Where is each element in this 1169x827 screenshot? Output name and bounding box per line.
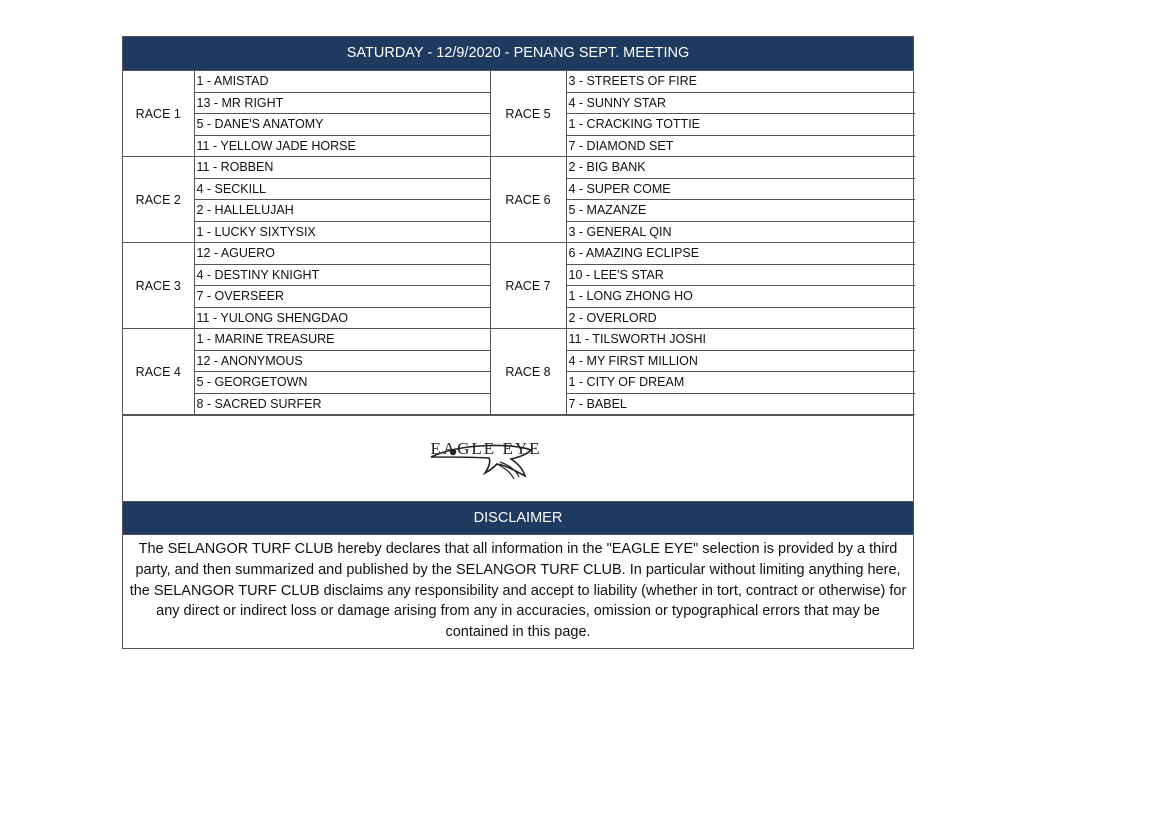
race-label: RACE 6 (490, 157, 566, 243)
horse-selection: 2 - OVERLORD (566, 307, 915, 329)
horse-selection: 4 - SUNNY STAR (566, 92, 915, 114)
table-row (123, 157, 915, 179)
race-label: RACE 1 (123, 71, 194, 157)
table-row (123, 329, 915, 351)
eagle-eye-logo (401, 435, 571, 483)
horse-selection: 4 - DESTINY KNIGHT (194, 264, 490, 286)
race-label: RACE 4 (123, 329, 194, 415)
horse-selection: 12 - ANONYMOUS (194, 350, 490, 372)
horse-selection: 3 - GENERAL QIN (566, 221, 915, 243)
horse-selection: 1 - CITY OF DREAM (566, 372, 915, 394)
disclaimer-heading: DISCLAIMER (123, 502, 913, 535)
horse-selection: 13 - MR RIGHT (194, 92, 490, 114)
table-row (123, 71, 915, 92)
horse-selection: 4 - MY FIRST MILLION (566, 350, 915, 372)
race-selection-table (123, 71, 915, 415)
race-label: RACE 7 (490, 243, 566, 329)
race-label: RACE 2 (123, 157, 194, 243)
horse-selection: 5 - MAZANZE (566, 200, 915, 222)
horse-selection: 11 - YELLOW JADE HORSE (194, 135, 490, 157)
horse-selection: 6 - AMAZING ECLIPSE (566, 243, 915, 265)
horse-selection: 7 - BABEL (566, 393, 915, 415)
race-label: RACE 5 (490, 71, 566, 157)
horse-selection: 1 - LUCKY SIXTYSIX (194, 221, 490, 243)
horse-selection: 1 - MARINE TREASURE (194, 329, 490, 351)
horse-selection: 12 - AGUERO (194, 243, 490, 265)
horse-selection: 8 - SACRED SURFER (194, 393, 490, 415)
horse-selection: 5 - DANE'S ANATOMY (194, 114, 490, 136)
horse-selection: 7 - OVERSEER (194, 286, 490, 308)
horse-selection: 4 - SECKILL (194, 178, 490, 200)
race-label: RACE 3 (123, 243, 194, 329)
logo-area (123, 415, 913, 502)
horse-selection: 11 - YULONG SHENGDAO (194, 307, 490, 329)
horse-selection: 11 - ROBBEN (194, 157, 490, 179)
horse-selection: 2 - BIG BANK (566, 157, 915, 179)
horse-selection: 1 - LONG ZHONG HO (566, 286, 915, 308)
table-row (123, 243, 915, 265)
horse-selection: 4 - SUPER COME (566, 178, 915, 200)
horse-selection: 1 - CRACKING TOTTIE (566, 114, 915, 136)
horse-selection: 3 - STREETS OF FIRE (566, 71, 915, 92)
disclaimer-text: The SELANGOR TURF CLUB hereby declares that all information in the "EAGLE EYE" selection is provided by a third party, and then summarized and published by the SELANGOR TURF CLUB. In particular without limiting anything here, the SELANGOR TURF CLUB disclaims any responsibility and accept to liability (whether in tort, contract or otherwise) for any direct or indirect loss or damage arising from any in accuracies, omission or typographical errors that may be contained in this page. (129, 541, 907, 641)
horse-selection: 2 - HALLELUJAH (194, 200, 490, 222)
race-selection-sheet (122, 36, 914, 649)
horse-selection: 5 - GEORGETOWN (194, 372, 490, 394)
meeting-title: SATURDAY - 12/9/2020 - PENANG SEPT. MEETING (123, 37, 913, 71)
race-label: RACE 8 (490, 329, 566, 415)
horse-selection: 11 - TILSWORTH JOSHI (566, 329, 915, 351)
logo-text: EAGLE EYE (430, 438, 542, 458)
horse-selection: 7 - DIAMOND SET (566, 135, 915, 157)
horse-selection: 1 - AMISTAD (194, 71, 490, 92)
horse-selection: 10 - LEE'S STAR (566, 264, 915, 286)
